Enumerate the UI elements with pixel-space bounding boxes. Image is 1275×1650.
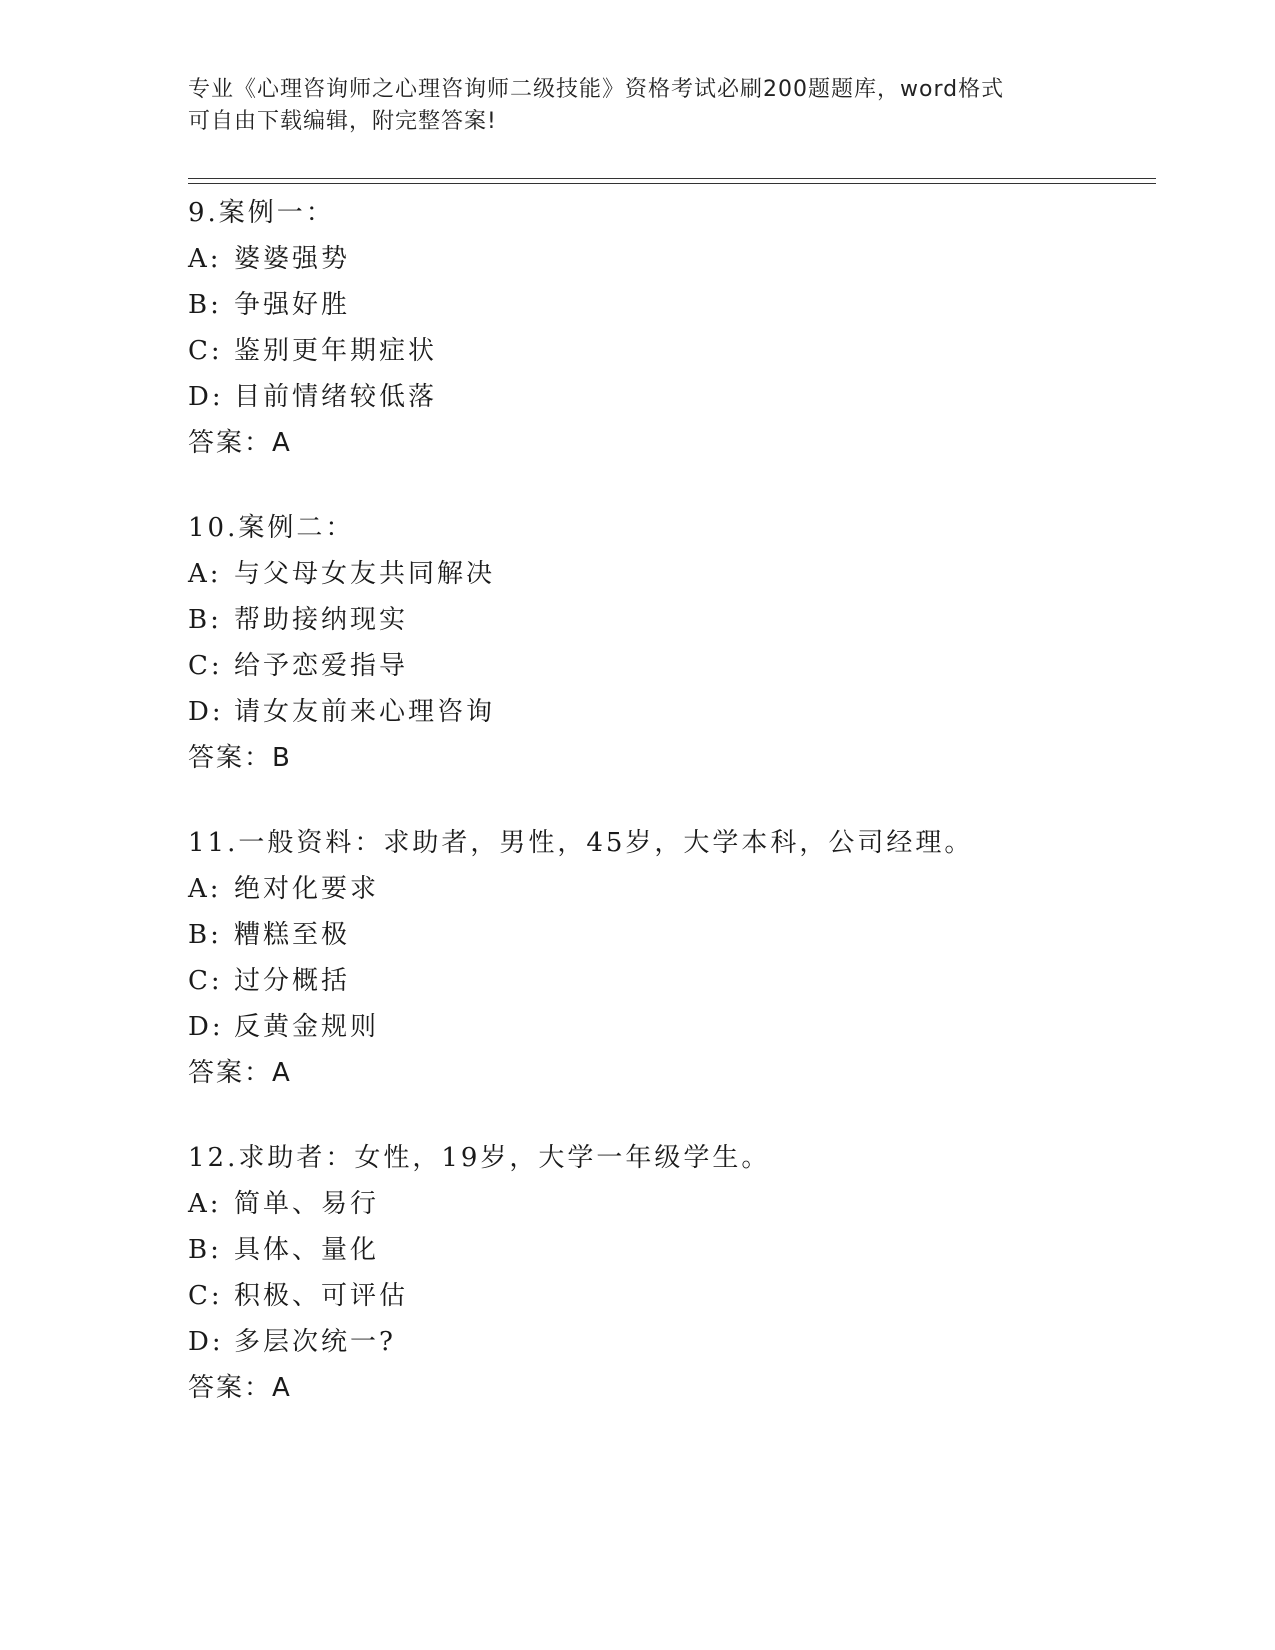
option-text: 与父母女友共同解决 — [234, 559, 496, 589]
question-stem: 11.一般资料：求助者，男性，45岁，大学本科，公司经理。 — [188, 828, 974, 858]
option-a — [188, 1181, 1156, 1227]
document-header — [188, 74, 1088, 138]
option-text: 绝对化要求 — [234, 874, 380, 904]
option-c — [188, 1273, 1156, 1319]
option-text: 具体、量化 — [234, 1235, 380, 1265]
question-10 — [188, 505, 1156, 781]
option-d — [188, 1004, 1156, 1050]
option-label: A: — [188, 874, 222, 904]
option-c — [188, 958, 1156, 1004]
option-label: B: — [188, 1235, 222, 1265]
option-b — [188, 1227, 1156, 1273]
option-text: 目前情绪较低落 — [234, 382, 438, 412]
option-label: C: — [188, 1281, 223, 1311]
option-label: D: — [188, 1012, 224, 1042]
question-12 — [188, 1135, 1156, 1411]
question-9 — [188, 190, 1156, 466]
option-text: 反黄金规则 — [234, 1012, 380, 1042]
option-c — [188, 328, 1156, 374]
option-c — [188, 643, 1156, 689]
option-b — [188, 597, 1156, 643]
option-label: A: — [188, 559, 222, 589]
option-label: D: — [188, 697, 224, 727]
option-d — [188, 689, 1156, 735]
option-label: A: — [188, 244, 222, 274]
option-label: C: — [188, 966, 223, 996]
option-b — [188, 912, 1156, 958]
option-label: C: — [188, 336, 223, 366]
option-text: 婆婆强势 — [234, 244, 351, 274]
option-label: B: — [188, 605, 222, 635]
option-a — [188, 236, 1156, 282]
option-label: B: — [188, 920, 222, 950]
option-a — [188, 551, 1156, 597]
question-stem: 12.求助者：女性，19岁，大学一年级学生。 — [188, 1143, 771, 1173]
option-text: 给予恋爱指导 — [234, 651, 409, 681]
option-d — [188, 374, 1156, 420]
answer-line: 答案：A — [188, 1058, 292, 1088]
answer-line: 答案：A — [188, 428, 292, 458]
option-text: 多层次统一? — [234, 1327, 396, 1357]
option-b — [188, 282, 1156, 328]
option-label: B: — [188, 290, 222, 320]
question-stem: 10.案例二： — [188, 513, 355, 543]
option-text: 糟糕至极 — [234, 920, 351, 950]
option-d — [188, 1319, 1156, 1365]
option-text: 积极、可评估 — [234, 1281, 409, 1311]
question-stem: 9.案例一： — [188, 198, 335, 228]
option-text: 过分概括 — [234, 966, 351, 996]
question-list — [188, 190, 1156, 1450]
answer-line: 答案：A — [188, 1373, 292, 1403]
option-text: 帮助接纳现实 — [234, 605, 409, 635]
option-text: 争强好胜 — [234, 290, 351, 320]
header-divider-bottom — [188, 183, 1156, 184]
option-a — [188, 866, 1156, 912]
option-text: 鉴别更年期症状 — [234, 336, 438, 366]
answer-line: 答案：B — [188, 743, 292, 773]
option-label: A: — [188, 1189, 222, 1219]
option-text: 请女友前来心理咨询 — [234, 697, 496, 727]
header-line-2: 可自由下载编辑，附完整答案! — [188, 109, 497, 134]
option-label: C: — [188, 651, 223, 681]
option-label: D: — [188, 382, 224, 412]
header-line-1: 专业《心理咨询师之心理咨询师二级技能》资格考试必刷200题题库，word格式 — [188, 77, 1005, 102]
question-11 — [188, 820, 1156, 1096]
option-text: 简单、易行 — [234, 1189, 380, 1219]
header-divider-top — [188, 178, 1156, 179]
option-label: D: — [188, 1327, 224, 1357]
